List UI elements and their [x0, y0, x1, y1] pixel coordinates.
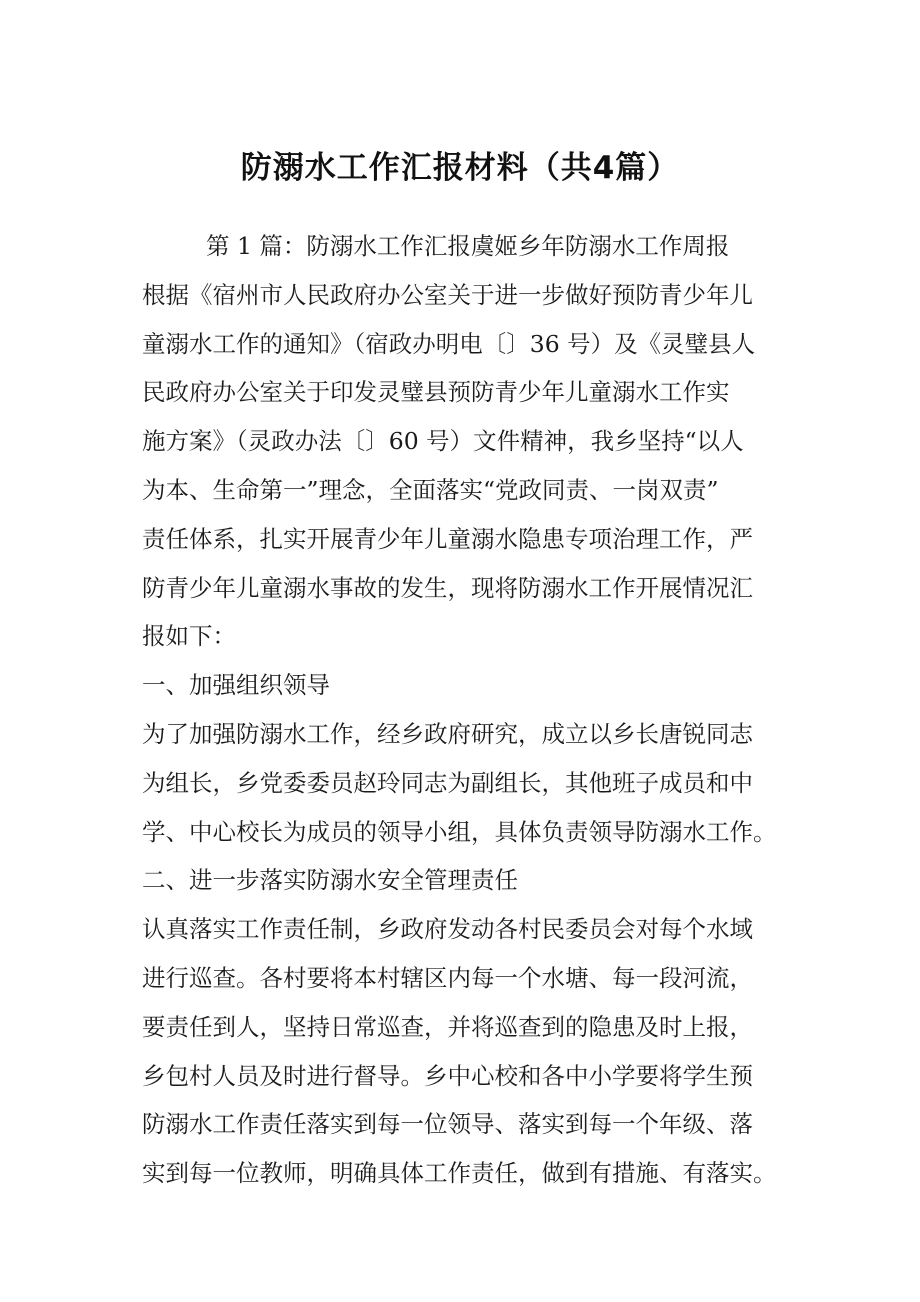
paragraph-line: 防溺水工作责任落实到每一位领导、落实到每一个年级、落 — [142, 1110, 753, 1139]
chapter-heading: 第 1 篇：防溺水工作汇报虞姬乡年防溺水工作周报 — [206, 232, 730, 260]
paragraph-line: 要责任到人，坚持日常巡查，并将巡查到的隐患及时上报， — [142, 1012, 753, 1041]
paragraph-line: 为了加强防溺水工作，经乡政府研究，成立以乡长唐锐同志 — [142, 719, 753, 748]
section-heading: 一、加强组织领导 — [142, 671, 330, 700]
paragraph-line: 根据《宿州市人民政府办公室关于进一步做好预防青少年儿 — [142, 280, 753, 309]
paragraph-line: 学、中心校长为成员的领导小组，具体负责领导防溺水工作。 — [142, 817, 777, 846]
paragraph-line: 民政府办公室关于印发灵璧县预防青少年儿童溺水工作实 — [142, 378, 730, 407]
paragraph-line: 进行巡查。各村要将本村辖区内每一个水塘、每一段河流， — [142, 963, 753, 992]
document-body — [142, 222, 792, 1198]
paragraph-line: 责任体系，扎实开展青少年儿童溺水隐患专项治理工作，严 — [142, 524, 753, 553]
paragraph-line: 报如下： — [142, 622, 236, 651]
paragraph-line: 施方案》（灵政办法〔〕60 号）文件精神，我乡坚持“以人 — [142, 427, 744, 456]
document-title: 防溺水工作汇报材料（共4篇） — [240, 150, 680, 186]
paragraph-line: 为本、生命第一”理念，全面落实“党政同责、一岗双责” — [142, 475, 719, 504]
paragraph-line: 乡包村人员及时进行督导。乡中心校和各中小学要将学生预 — [142, 1061, 753, 1090]
paragraph-line: 认真落实工作责任制，乡政府发动各村民委员会对每个水域 — [142, 915, 753, 944]
paragraph-line: 童溺水工作的通知》（宿政办明电〔〕36 号）及《灵璧县人 — [142, 329, 756, 358]
paragraph-line: 防青少年儿童溺水事故的发生，现将防溺水工作开展情况汇 — [142, 573, 753, 602]
paragraph-line: 为组长，乡党委委员赵玲同志为副组长，其他班子成员和中 — [142, 768, 753, 797]
paragraph-line: 实到每一位教师，明确具体工作责任，做到有措施、有落实。 — [142, 1159, 777, 1188]
section-heading: 二、进一步落实防溺水安全管理责任 — [142, 866, 518, 895]
